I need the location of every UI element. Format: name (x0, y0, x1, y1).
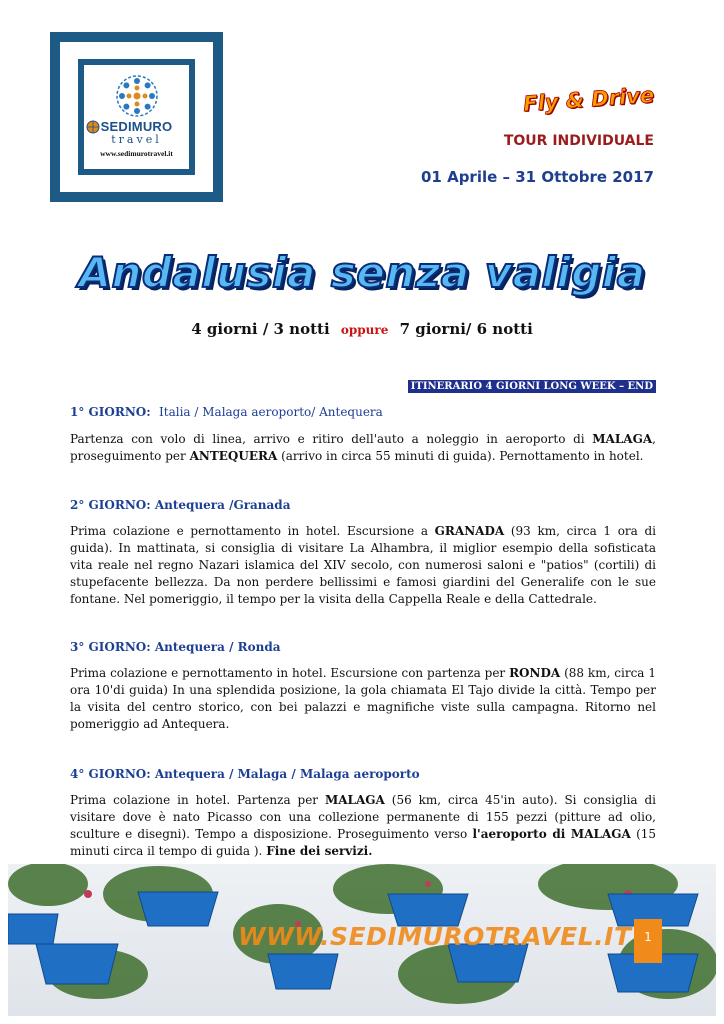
text-bold: MALAGA (324, 793, 385, 807)
logo-brand: SEDIMURO (100, 119, 173, 134)
day-1-title-rest: Italia / Malaga aeroporto/ Antequera (159, 405, 383, 419)
text-run: Prima colazione in hotel. Partenza per (70, 793, 325, 807)
itinerary-label: ITINERARIO 4 GIORNI LONG WEEK – END (408, 380, 656, 393)
logo-inner (78, 59, 195, 175)
dates-label: 01 Aprile – 31 Ottobre 2017 (420, 168, 654, 186)
day-4-text (70, 792, 656, 860)
text-bold: MALAGA (592, 432, 653, 446)
day-1-title (70, 405, 383, 419)
day-2-text (70, 523, 656, 608)
page-title: Andalusia senza valigia (78, 248, 646, 297)
text-run: Prima colazione e pernottamento in hotel. Escursione con partenza per (70, 666, 510, 680)
text-run: (93 km, circa 1 ora di guida). In mattinata, si consiglia di visitare La Alhambra, il miglior esempio della sofisticata vita reale nel regno Nazari islamica del XIV secolo, con numerosi saloni e "patios" (cortili) di stupefacente bellezza. Da non perdere bellissimi e famosi giardini del Generalife con le sue fontane. Nel pomeriggio, il tempo per la visita della Cappella Reale e della Cattedrale. (70, 524, 656, 606)
text-run: (15 minuti circa il tempo di guida ). (70, 827, 657, 858)
day-3-text (70, 665, 656, 733)
text-run: , proseguimento per (70, 432, 656, 463)
duration-first: 4 giorni / 3 notti (191, 320, 330, 338)
duration-subtitle (0, 320, 724, 338)
day-2-title: 2° GIORNO: Antequera /Granada (70, 498, 291, 512)
mandala-icon (115, 74, 159, 118)
text-bold: GRANADA (434, 524, 505, 538)
logo-frame (60, 42, 213, 192)
text-bold: l'aeroporto di MALAGA (472, 827, 631, 841)
text-run: Prima colazione e pernottamento in hotel. Escursione a (70, 524, 435, 538)
text-run: Partenza con volo di linea, arrivo e ritiro dell'auto a noleggio in aeroporto di (70, 432, 593, 446)
footer-website[interactable]: WWW.SEDIMUROTRAVEL.IT (238, 922, 632, 951)
day-4-title: 4° GIORNO: Antequera / Malaga / Malaga aeroporto (70, 767, 420, 781)
duration-oppure: oppure (340, 323, 389, 337)
text-bold: RONDA (509, 666, 561, 680)
text-run: (56 km, circa 45'in auto). Si consiglia di visitare dove è nato Picasso con una collezione permanente di 155 pezzi (pitture ad olio, sculture e disegni). Tempo a disposizione. Proseguimento verso (70, 793, 657, 841)
day-3-title: 3° GIORNO: Antequera / Ronda (70, 640, 281, 654)
duration-second: 7 giorni/ 6 notti (399, 320, 533, 338)
logo (50, 32, 223, 202)
logo-url: www.sedimurotravel.it (100, 149, 173, 158)
text-bold: ANTEQUERA (189, 449, 278, 463)
day-1-title-prefix: 1° GIORNO: (70, 405, 151, 419)
text-bold: Fine dei servizi. (266, 844, 373, 858)
fly-drive-label: Fly & Drive (522, 83, 655, 117)
tour-label: TOUR INDIVIDUALE (503, 133, 654, 149)
text-run: (arrivo in circa 55 minuti di guida). Pernottamento in hotel. (277, 449, 644, 463)
logo-sub: travel (111, 133, 162, 146)
day-1-text (70, 431, 656, 465)
text-run: (88 km, circa 1 ora 10'di guida) In una splendida posizione, la gola chiamata El Tajo divide la città. Tempo per la visita del centro storico, con bei palazzi e magnifiche viste sulla campagna. Ritorno nel pomeriggio ad Antequera. (70, 666, 656, 731)
page-number: 1 (634, 919, 662, 963)
